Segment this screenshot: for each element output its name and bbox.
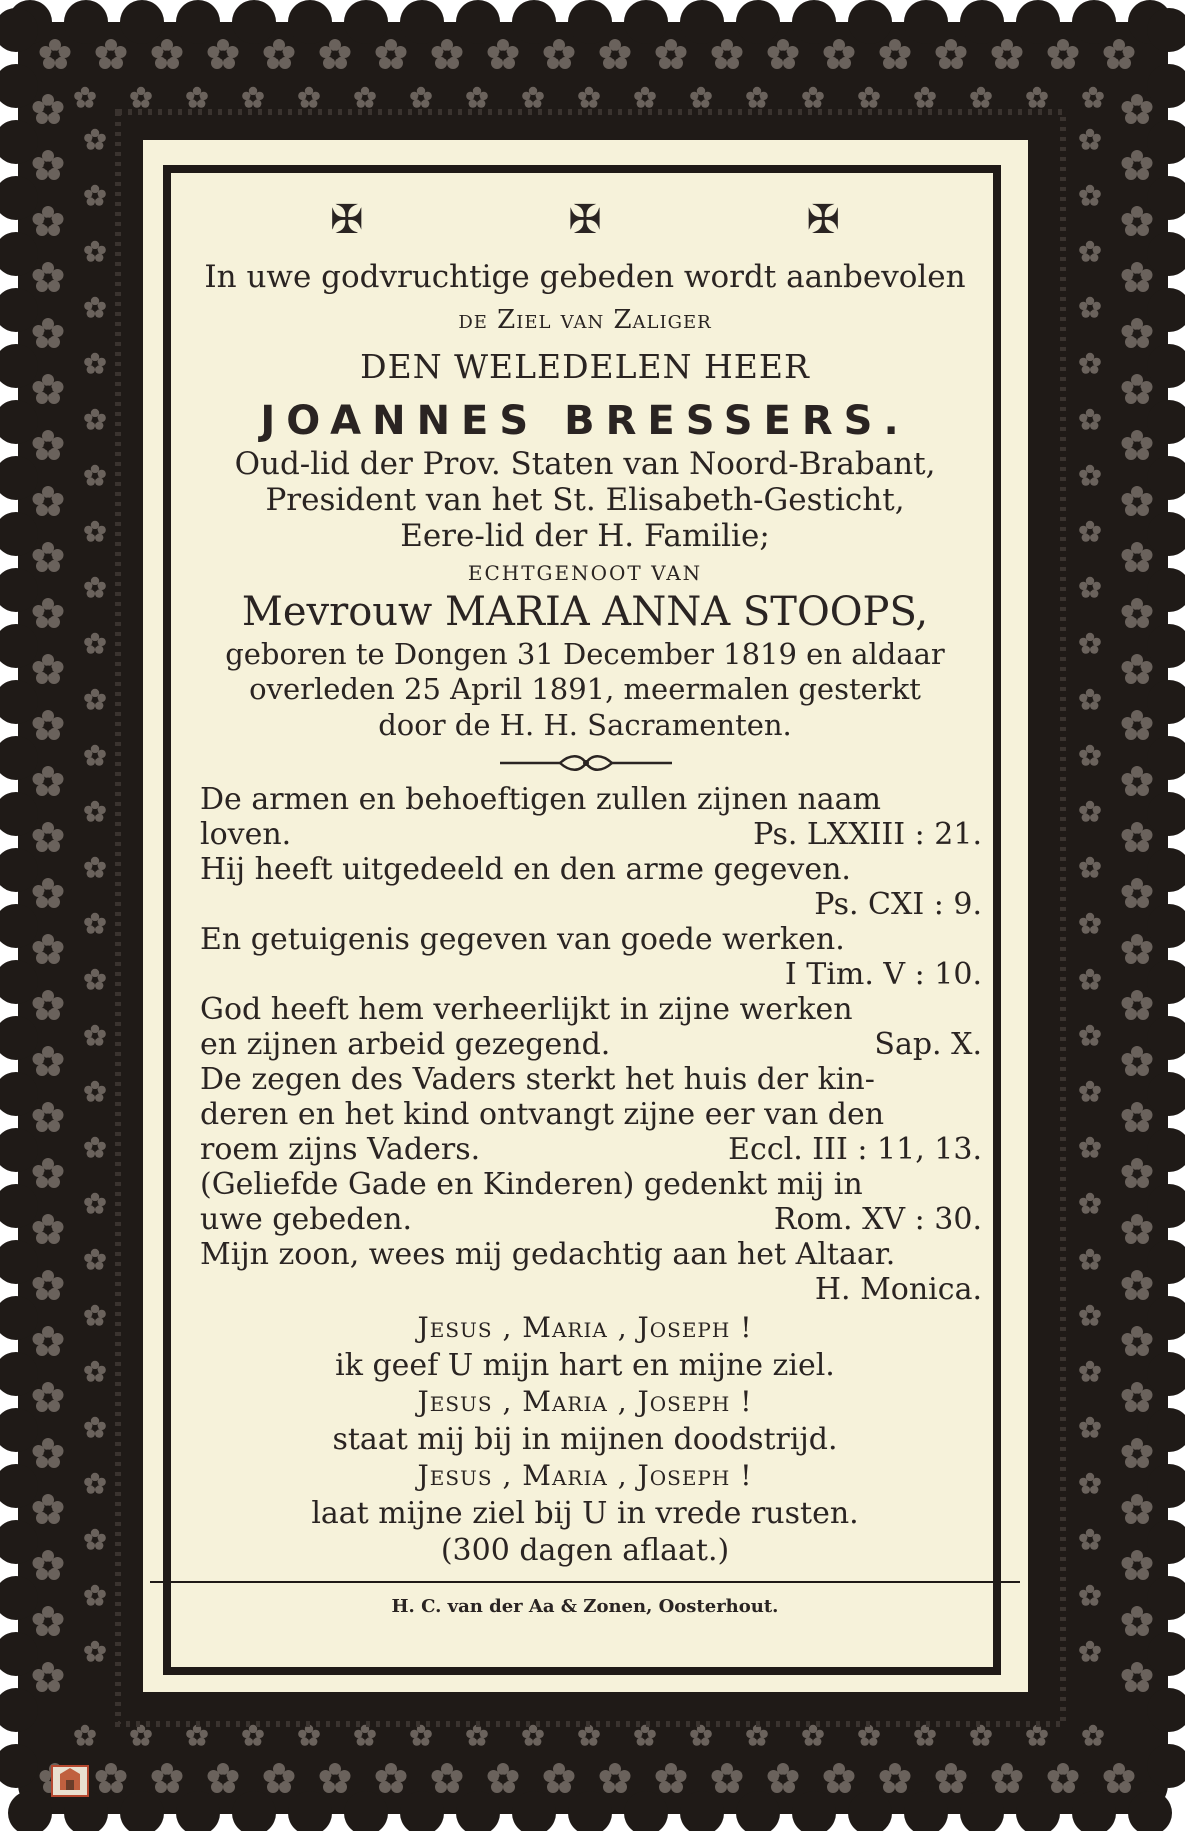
spouse-intro: ECHTGENOOT VAN — [467, 561, 703, 585]
crosses-row — [330, 197, 840, 243]
lace-scallop — [232, 0, 276, 44]
lace-scallop — [568, 0, 612, 44]
lace-scallop — [736, 0, 780, 44]
prayer-invocation: Jesus , Maria , Joseph ! — [417, 1311, 753, 1344]
lace-scallop — [960, 0, 1004, 44]
lace-scallop — [400, 0, 444, 44]
collection-stamp-icon — [50, 1760, 90, 1800]
lace-scallop — [120, 0, 164, 44]
verse-line-with-ref — [200, 817, 982, 852]
verse-text: en zijnen arbeid gezegend. — [200, 1027, 611, 1062]
verse-line: Mijn zoon, wees mij gedachtig aan het Altaar. — [200, 1237, 896, 1272]
lace-scallop — [344, 0, 388, 44]
ornament-divider — [500, 752, 672, 774]
verse-text: roem zijns Vaders. — [200, 1132, 481, 1167]
verse-reference: H. Monica. — [814, 1272, 982, 1307]
lace-scallop — [64, 0, 108, 44]
bio-line: overleden 25 April 1891, meermalen gesterkt — [249, 672, 921, 706]
verse-reference: Eccl. III : 11, 13. — [728, 1132, 982, 1167]
verse-line: Hij heeft uitgedeeld en den arme gegeven. — [200, 852, 851, 887]
title-line: President van het St. Elisabeth-Gesticht, — [265, 482, 905, 518]
lace-scallop — [792, 0, 836, 44]
prayer-invocation: Jesus , Maria , Joseph ! — [417, 1385, 753, 1418]
imprint-divider — [150, 1581, 1020, 1583]
prayer-line: staat mij bij in mijnen doodstrijd. — [332, 1422, 838, 1457]
lace-scallop — [680, 0, 724, 44]
lace-scallop — [848, 0, 892, 44]
prayer-invocation: Jesus , Maria , Joseph ! — [417, 1459, 753, 1492]
prayer-line: laat mijne ziel bij U in vrede rusten. — [311, 1496, 859, 1531]
lace-scallop — [456, 0, 500, 44]
verse-line-with-ref — [200, 1027, 982, 1062]
soul-line: de Ziel van Zaliger — [458, 305, 712, 335]
spouse-name: Mevrouw MARIA ANNA STOOPS, — [241, 589, 929, 635]
verse-line: De armen en behoeftigen zullen zijnen naam — [200, 782, 882, 817]
verse-line-with-ref — [200, 1202, 982, 1237]
verse-reference: Ps. CXI : 9. — [814, 887, 982, 922]
lace-scallop — [1016, 0, 1060, 44]
verse-reference: Sap. X. — [874, 1027, 982, 1062]
honorific: DEN WELEDELEN HEER — [360, 347, 810, 386]
intro-line: In uwe godvruchtige gebeden wordt aanbevolen — [204, 259, 966, 295]
prayer-line: ik geef U mijn hart en mijne ziel. — [335, 1348, 835, 1383]
printer-imprint: H. C. van der Aa & Zonen, Oosterhout. — [391, 1596, 779, 1617]
verse-reference: Ps. LXXIII : 21. — [753, 817, 982, 852]
verse-line: deren en het kind ontvangt zijne eer van den — [200, 1097, 885, 1132]
lace-scallop — [176, 0, 220, 44]
verse-reference: Rom. XV : 30. — [773, 1202, 982, 1237]
lace-scallop — [904, 0, 948, 44]
title-line: Oud-lid der Prov. Staten van Noord-Brabant, — [234, 446, 936, 482]
bio-line: door de H. H. Sacramenten. — [378, 708, 792, 742]
verse-text: loven. — [200, 817, 292, 852]
verse-line: (Geliefde Gade en Kinderen) gedenkt mij in — [200, 1167, 863, 1202]
lace-scallop — [1072, 0, 1116, 44]
verse-text: uwe gebeden. — [200, 1202, 413, 1237]
lace-scallop — [624, 0, 668, 44]
verse-line-with-ref — [200, 1132, 982, 1167]
cross-icon: ✠ — [568, 197, 602, 243]
indulgence-note: (300 dagen aflaat.) — [440, 1533, 730, 1568]
verse-line: De zegen des Vaders sterkt het huis der kin- — [200, 1062, 875, 1097]
verse-reference: I Tim. V : 10. — [784, 957, 982, 992]
cross-icon: ✠ — [806, 197, 840, 243]
lace-scallop — [288, 0, 332, 44]
title-line: Eere-lid der H. Familie; — [400, 518, 770, 554]
lace-scallop — [512, 0, 556, 44]
cross-icon: ✠ — [330, 197, 364, 243]
deceased-name: JOANNES BRESSERS. — [260, 398, 910, 444]
bio-line: geboren te Dongen 31 December 1819 en aldaar — [225, 637, 945, 671]
verse-line: God heeft hem verheerlijkt in zijne werken — [200, 992, 853, 1027]
verse-line: En getuigenis gegeven van goede werken. — [200, 922, 845, 957]
